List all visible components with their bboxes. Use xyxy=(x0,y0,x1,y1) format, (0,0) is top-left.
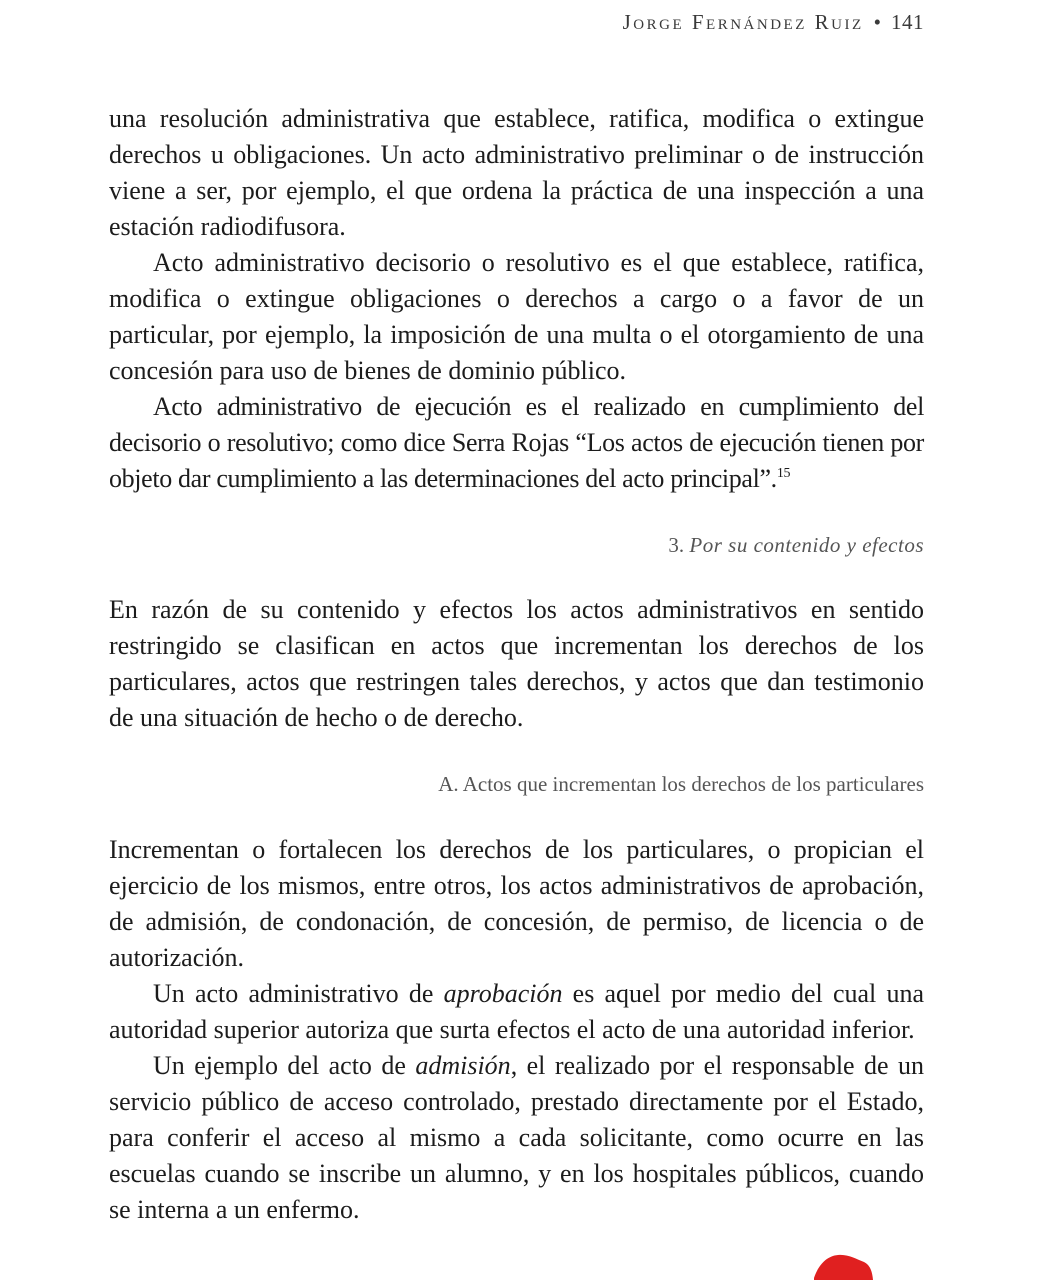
page-number: 141 xyxy=(891,10,924,34)
red-ink-mark xyxy=(812,1250,874,1280)
paragraph-aprobacion xyxy=(109,976,924,1048)
subsection-heading: A. Actos que incrementan los derechos de los particulares xyxy=(438,772,924,796)
paragraph-admision-rest: , el realizado por el responsable de un servicio público de acceso controlado, prestado directamente por el Estado, para conferir el acceso al mismo a cada solicitante, como ocurre en las escuelas cuando se inscribe un alumno, y en los hospitales públicos, cuando se interna a un enfermo. xyxy=(109,1051,924,1224)
body-text-middle xyxy=(109,592,924,736)
paragraph-aprobacion-lead: Un acto administrativo de xyxy=(153,979,444,1008)
paragraph-acto-ejecucion xyxy=(109,389,924,497)
body-text-bottom xyxy=(109,832,924,1228)
paragraph-acto-decisorio: Acto administrativo decisorio o resolutivo es el que establece, ratifica, modifica o extingue obligaciones o derechos a cargo o a favor de un particular, por ejemplo, la imposición de una multa o el otorgamiento de una concesión para uso de bienes de dominio público. xyxy=(109,248,924,385)
paragraph-contenido-efectos: En razón de su contenido y efectos los actos administrativos en sentido restringido se clasifican en actos que incrementan los derechos de los particulares, actos que restringen tales derechos, y actos que dan testimonio de una situación de hecho o de derecho. xyxy=(109,595,924,732)
running-header xyxy=(623,10,924,35)
paragraph-aprobacion-rest: es aquel por medio del cual una autoridad superior autoriza que surta efectos el acto de una autoridad inferior. xyxy=(109,979,924,1044)
paragraph-incrementan: Incrementan o fortalecen los derechos de los particulares, o propician el ejercicio de los mismos, entre otros, los actos administrativos de aprobación, de admisión, de condonación, de concesión, de permiso, de licencia o de autorización. xyxy=(109,835,924,972)
paragraph-admision-lead: Un ejemplo del acto de xyxy=(153,1051,416,1080)
paragraph-admision xyxy=(109,1048,924,1228)
separator-bullet: • xyxy=(873,10,881,34)
section-number: 3. xyxy=(668,533,685,557)
section-heading xyxy=(668,533,924,558)
author-name: Jorge Fernández Ruiz xyxy=(622,10,864,34)
paragraph-resolucion: una resolución administrativa que establece, ratifica, modifica o extingue derechos u obligaciones. Un acto administrativo preliminar o de instrucción viene a ser, por ejemplo, el que ordena la práctica de una inspección a una estación radiodifusora. xyxy=(109,104,924,241)
term-admision: admisión xyxy=(415,1051,511,1080)
body-text-top xyxy=(109,101,924,497)
paragraph-acto-ejecucion-text: Acto administrativo de ejecución es el realizado en cumplimiento del decisorio o resolutivo; como dice Serra Rojas “Los actos de ejecución tienen por objeto dar cumplimiento a las determinaciones del acto principal”. xyxy=(109,392,924,493)
footnote-ref-15: 15 xyxy=(776,466,791,481)
section-title: Por su contenido y efectos xyxy=(689,533,924,557)
term-aprobacion: aprobación xyxy=(443,979,563,1008)
